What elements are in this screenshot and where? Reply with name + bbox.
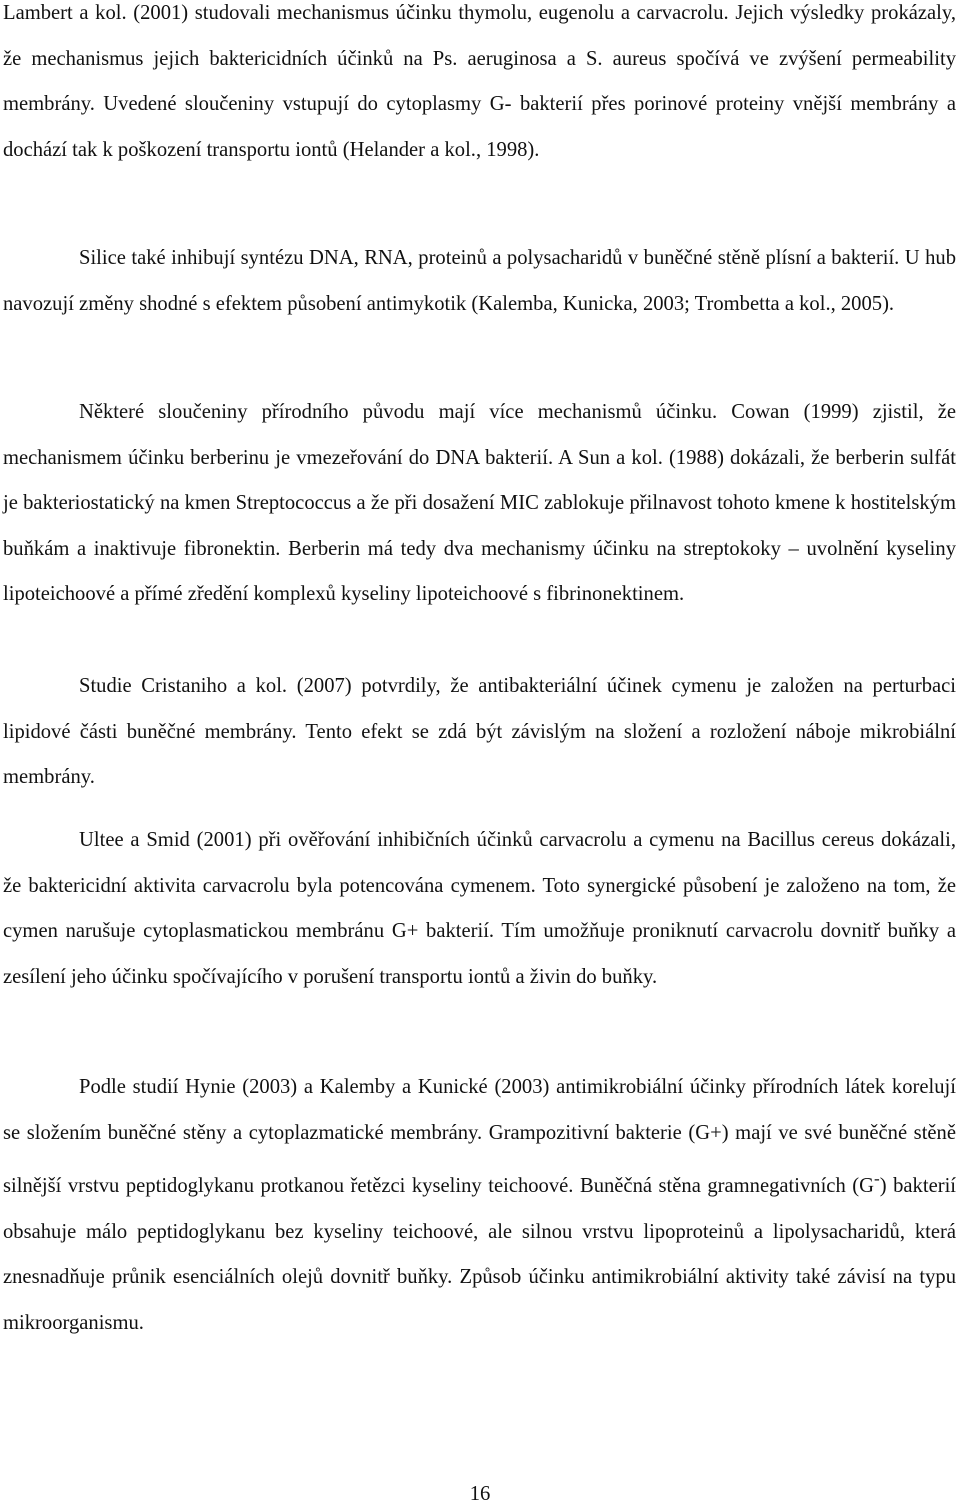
paragraph-text-part: ) bakterií obsahuje málo peptidoglykanu bez kyseliny teichoové, ale silnou vrstvu lipoproteinů a lipolysacharidů, která znesnadňuje průnik esenciálních olejů dovnitř buňky. Způsob účinku antimikrobiální aktivity také závisí na typu mikroorganismu.	[3, 1175, 957, 1334]
superscript-minus: -	[874, 1169, 880, 1189]
paragraph-text-part: Podle studií Hynie (2003) a Kalemby a Kunické (2003) antimikrobiální účinky přírodních látek korelují se složením buněčné stěny a cytoplazmatické membrány. Grampozitivní bakterie (G+) mají ve své buněčné stěně silnější vrstvu peptidoglykanu protkanou řetězci kyseliny teichoové. Buněčná stěna gramnegativních (G	[3, 1076, 956, 1198]
paragraph-cristani: Studie Cristaniho a kol. (2007) potvrdily, že antibakteriální účinek cymenu je založen na perturbaci lipidové části buněčné membrány. Tento efekt se zdá být závislým na složení a rozložení náboje mikrobiální membrány.	[3, 675, 956, 789]
page-number: 16	[469, 1483, 491, 1505]
paragraph-ultee-smid: Ultee a Smid (2001) při ověřování inhibičních účinků carvacrolu a cymenu na Bacillus cereus dokázali, že baktericidní aktivita carvacrolu byla potencována cymenem. Toto synergické působení je založeno na tom, že cymen narušuje cytoplasmatickou membránu G+ bakterií. Tím umožňuje proniknutí carvacrolu dovnitř buňky a zesílení jeho účinku spočívajícího v porušení transportu iontů a živin do buňky.	[3, 829, 956, 988]
paragraph-lambert: Lambert a kol. (2001) studovali mechanismus účinku thymolu, eugenolu a carvacrolu. Jejich výsledky prokázaly, že mechanismus jejich baktericidních účinků na Ps. aeruginosa a S. aureus spočívá ve zvýšení permeability membrány. Uvedené sloučeniny vstupují do cytoplasmy G- bakterií přes porinové proteiny vnější membrány a dochází tak k poškození transportu iontů (Helander a kol., 1998).	[3, 2, 956, 161]
paragraph-berberin: Některé sloučeniny přírodního původu mají více mechanismů účinku. Cowan (1999) zjistil, že mechanismem účinku berberinu je vmezeřování do DNA bakterií. A Sun a kol. (1988) dokázali, že berberin sulfát je bakteriostatický na kmen Streptococcus a že při dosažení MIC zablokuje přilnavost tohoto kmene k hostitelským buňkám a inaktivuje fibronektin. Berberin má tedy dva mechanismy účinku na streptokoky – uvolnění kyseliny lipoteichoové a přímé zředění komplexů kyseliny lipoteichoové s fibrinonektinem.	[3, 401, 956, 606]
paragraph-hynie	[3, 1065, 956, 1346]
paragraph-silice: Silice také inhibují syntézu DNA, RNA, proteinů a polysacharidů v buněčné stěně plísní a bakterií. U hub navozují změny shodné s efektem působení antimykotik (Kalemba, Kunicka, 2003; Trombetta a kol., 2005).	[3, 247, 956, 315]
